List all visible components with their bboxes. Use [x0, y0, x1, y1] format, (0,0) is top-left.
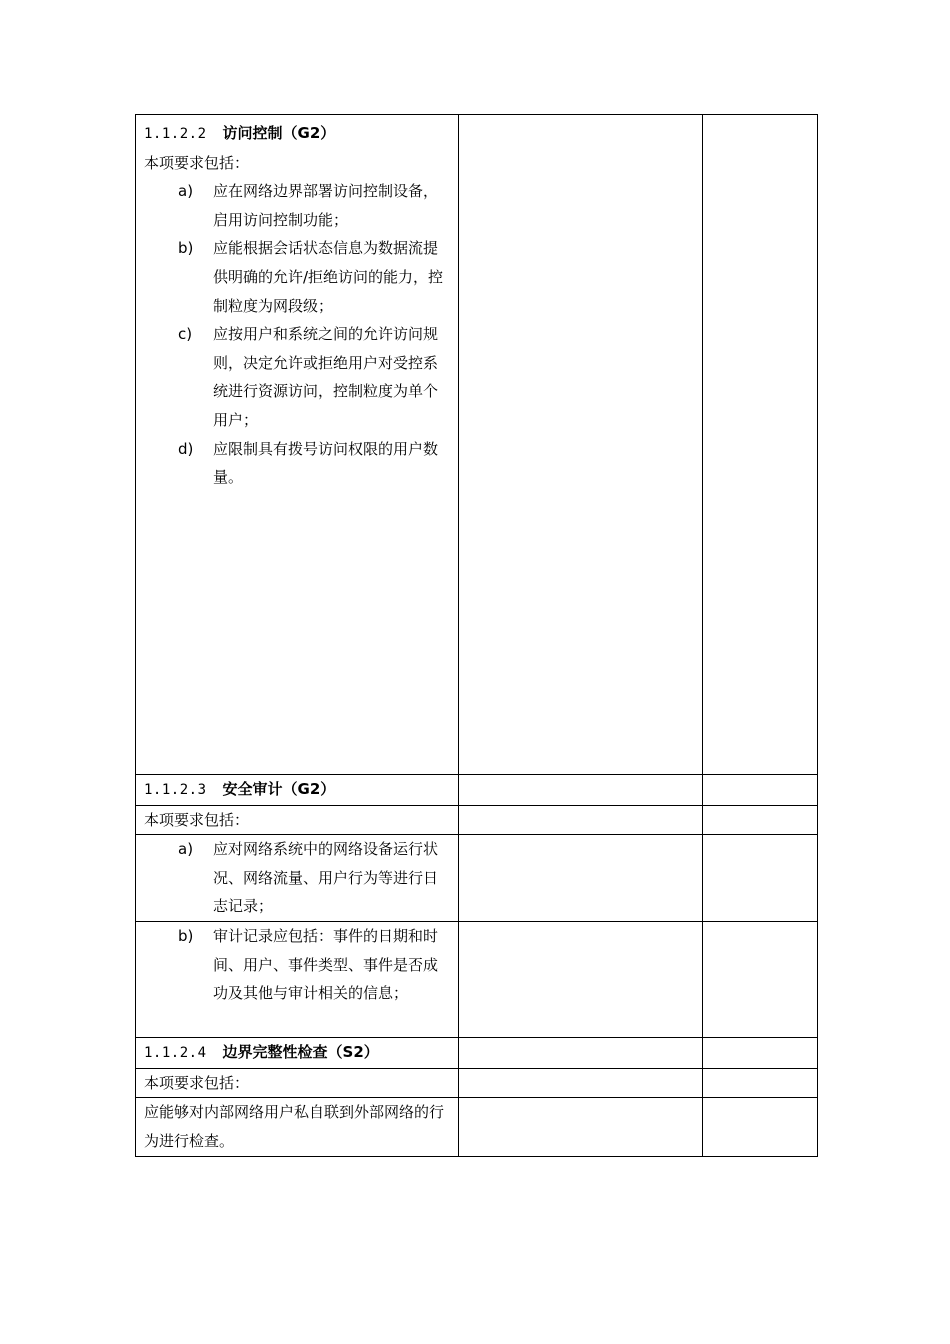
section-intro: 本项要求包括： [144, 153, 250, 172]
note-cell [703, 1068, 818, 1098]
table-row [136, 1098, 818, 1156]
note-cell [703, 805, 818, 835]
requirement-cell [136, 1098, 459, 1156]
item-text: 应在网络边界部署访问控制设备，启用访问控制功能； [213, 182, 439, 229]
note-cell [703, 1038, 818, 1069]
note-cell [703, 835, 818, 922]
item-text: 应按用户和系统之间的允许访问规则，决定允许或拒绝用户对受控系统进行资源访问，控制粒度为单个用户； [213, 325, 439, 429]
list-item [144, 835, 450, 921]
section-heading [144, 1038, 450, 1068]
item-label: b) [178, 239, 194, 258]
requirement-cell [136, 1038, 459, 1069]
section-number: 1.1.2.4 [144, 1045, 207, 1062]
list-item [144, 922, 450, 1008]
section-heading [144, 119, 450, 149]
note-cell [703, 1098, 818, 1156]
section-body: 应能够对内部网络用户私自联到外部网络的行为进行检查。 [144, 1103, 445, 1150]
table-row [136, 775, 818, 806]
item-label: c) [178, 325, 193, 344]
requirement-cell [136, 1068, 459, 1098]
table-row [136, 922, 818, 1038]
table-row [136, 1038, 818, 1069]
list-item [144, 320, 450, 434]
note-cell [703, 922, 818, 1038]
table-row [136, 115, 818, 775]
result-cell [459, 922, 703, 1038]
section-number: 1.1.2.3 [144, 782, 207, 798]
result-cell [459, 1038, 703, 1069]
requirement-cell [136, 775, 459, 806]
requirement-cell [136, 922, 459, 1038]
item-label: d) [178, 439, 194, 458]
result-cell [459, 805, 703, 835]
item-label: b) [178, 927, 194, 946]
note-cell [703, 115, 818, 775]
requirements-table [135, 114, 818, 1157]
table-row [136, 1068, 818, 1098]
item-text: 应对网络系统中的网络设备运行状况、网络流量、用户行为等进行日志记录； [213, 840, 439, 916]
section-title: 安全审计（G2） [222, 780, 336, 798]
item-label: a) [178, 840, 194, 859]
section-intro: 本项要求包括： [144, 810, 250, 829]
section-title: 访问控制（G2） [222, 124, 336, 142]
section-heading [144, 775, 450, 805]
requirement-cell [136, 115, 459, 775]
requirement-cell [136, 805, 459, 835]
table-row [136, 805, 818, 835]
requirement-cell [136, 835, 459, 922]
item-text: 审计记录应包括：事件的日期和时间、用户、事件类型、事件是否成功及其他与审计相关的信息； [213, 927, 439, 1003]
table-row [136, 835, 818, 922]
list-item [144, 234, 450, 320]
result-cell [459, 1068, 703, 1098]
item-text: 应能根据会话状态信息为数据流提供明确的允许/拒绝访问的能力，控制粒度为网段级； [213, 239, 444, 315]
result-cell [459, 1098, 703, 1156]
note-cell [703, 775, 818, 806]
item-label: a) [178, 182, 194, 201]
section-number: 1.1.2.2 [144, 126, 207, 142]
list-item [144, 177, 450, 234]
section-intro: 本项要求包括： [144, 1073, 250, 1092]
result-cell [459, 775, 703, 806]
result-cell [459, 115, 703, 775]
item-text: 应限制具有拨号访问权限的用户数量。 [213, 439, 439, 487]
result-cell [459, 835, 703, 922]
section-title: 边界完整性检查（S2） [222, 1043, 379, 1062]
list-item [144, 435, 450, 492]
